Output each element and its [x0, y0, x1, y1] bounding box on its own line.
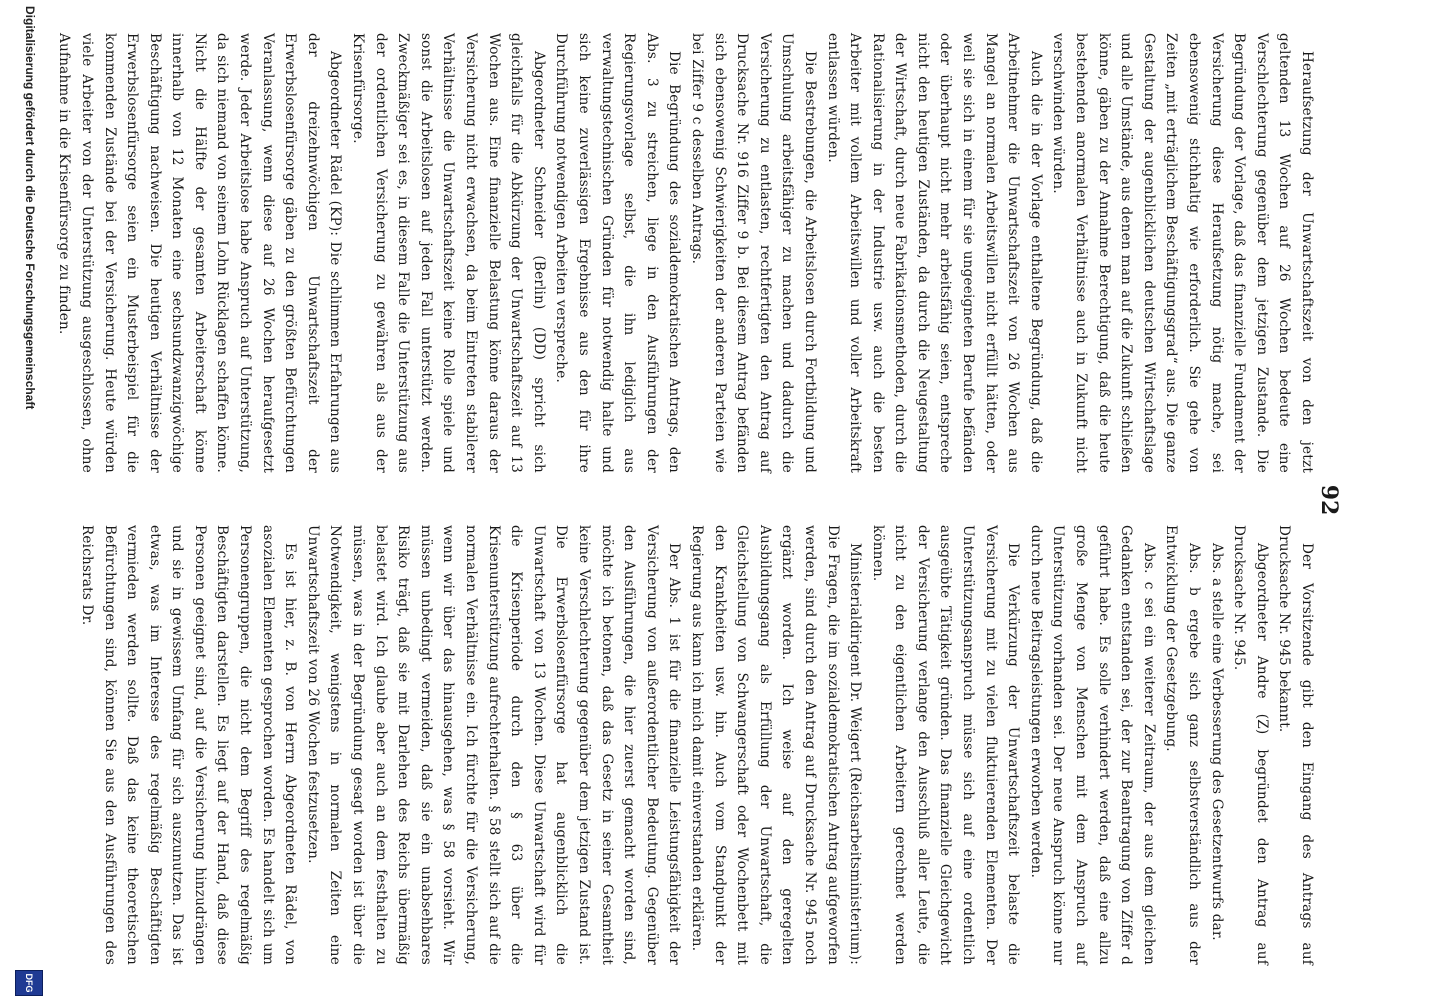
paragraph: Abs. a stelle eine Verbesserung des Gesetzentwurfs dar.	[1208, 543, 1225, 941]
paragraph: Der Abs. 1 ist für die finanzielle Leistungsfähigkeit der Versicherung von außerordentlicher Bedeutung. Gegenüber den Ausführungen, die hier zuerst gemacht worden sind, möchte ich betonen, daß das Gesetz in seiner Gesamtheit keine Verschlechterung gegenüber dem jetzigen Zustand ist. Die Erwerbslosenfürsorge hat augenblicklich die Unwartschaft von 13 Wochen. Diese Unwartschaft wird für die Krisenperiode durch den § 63 über die Krisenunterstützung aufrechterhalten. § 58 stellt sich auf die normalen Verhältnisse ein. Ich fürchte für die Versicherung, wenn wir über das hinausgehen, was § 58 vorsieht. Wir müssen unbedingt vermeiden, daß sie ein unabsehbares Risiko trägt, daß sie mit Darlehen des Reichs übermäßig belastet wird. Ich glaube aber auch an dem festhalten zu müssen, was in der Begründung gesagt worden ist über die Notwendigkeit, wenigstens in normalen Zeiten eine Unwartschaftszeit von 26 Wochen festzusetzen.	[304, 525, 683, 965]
paragraph: Abs. b ergebe sich ganz selbstverständlich aus der Entwicklung der Gesetzgebung.	[1163, 525, 1203, 965]
left-column	[53, 33, 1318, 473]
paragraph: Abgeordneter Rädel (KP): Die schlimmen Erfahrungen aus der dreizehnwöchigen Unwartschaftszeit der Erwerbslosenfürsorge gäben zu den größten Befürchtungen Veranlassung, wenn diese auf 26 Wochen heraufgesetzt werde. Jeder Arbeitslose habe Anspruch auf Unterstützung, da sich niemand von seinem Lohn Rücklagen schaffen könne. Nicht die Hälfte der gesamten Arbeiterschaft könne innerhalb von 12 Monaten eine sechsundzwanzigwöchige Beschäftigung nachweisen. Die heutigen Verhältnisse der Erwerbslosenfürsorge seien ein Musterbeispiel für die kommenden Zustände bei der Versicherung. Heute würden viele Arbeiter von der Unterstützung ausgeschlossen, ohne Aufnahme in die Krisenfürsorge zu finden.	[56, 33, 344, 473]
paragraph: Ministerialdirigent Dr. Weigert (Reichsarbeitsministerium): Die Fragen, die im sozialdemokratischen Antrag aufgeworfen werden, sind durch den Antrag auf Drucksache Nr. 945 noch ergänzt worden. Ich weise auf den geregelten Ausbildungsgang als Erfüllung der Unwartschaft, die Gleichstellung von Schwangerschaft oder Wochenbett mit den Krankheiten usw. hin. Auch vom Standpunkt der Regierung aus kann ich mich damit einverstanden erklären.	[688, 525, 864, 965]
paragraph: Auch die in der Vorlage enthaltene Begründung, daß die Arbeitnehmer die Unwartschaftszeit von 26 Wochen aus Mangel an normalen Arbeitswillen nicht erfüllt hätten, oder weil sie sich in einem für sie ungeeigneten Berufe befänden oder überhaupt nicht mehr arbeitsfähig seien, entspreche nicht den heutigen Zuständen, da durch die Neugestaltung der Wirtschaft, durch neue Fabrikationsmethoden, durch die Rationalisierung in der Industrie usw. auch die besten Arbeiter mit vollem Arbeitswillen und voller Arbeitskraft entlassen würden.	[824, 33, 1044, 473]
paragraph: Abs. c sei ein weiterer Zeitraum, der aus dem gleichen Gedanken entstanden sei, der zur Beantragung von Ziffer d geführt habe. Es solle verhindert werden, daß eine allzu große Menge von Menschen mit dem Anspruch auf Unterstützung vorhanden sei. Der neue Anspruch könne nur durch neue Beitragsleistungen erworben werden.	[1027, 525, 1157, 965]
paragraph: Die Begründung des sozialdemokratischen Antrags, den Abs. 3 zu streichen, liege in den Ausführungen der Regierungsvorlage selbst, die ihn lediglich aus verwaltungstechnischen Gründen für notwendig halte und sich keine zuverlässigen Ergebnisse aus den für ihre Durchführung notwendigen Arbeiten verspreche.	[553, 33, 683, 473]
digitization-footer	[9, 0, 49, 1000]
paragraph: Abgeordneter Andre (Z) begründet den Antrag auf Drucksache Nr. 945.	[1231, 525, 1270, 965]
right-column	[75, 525, 1318, 965]
paragraph: Es ist hier, z. B. von Herrn Abgeordneten Rädel, von asozialen Elementen gesprochen worden. Es handelt sich um Personengruppen, die nicht dem Begriff des regelmäßig Beschäftigten darstellen. Es liegt auf der Hand, daß diese Personen geeignet sind, auf die Versicherung hinzudrängen und sie in gewissem Umfang für sich auszunutzen. Das ist etwas, was im Interesse des regelmäßig Beschäftigten vermieden werden sollte. Daß das keine theoretischen Befürchtungen sind, können Sie aus den Ausführungen des Reichsrats Dr.	[78, 525, 299, 965]
paragraph: Abgeordneter Schneider (Berlin) (DD) spricht sich gleichfalls für die Abkürzung der Unwartschaftszeit auf 13 Wochen aus. Eine finanzielle Belastung könne daraus der Versicherung nicht erwachsen, da beim Eintreten stabilerer Verhältnisse die Unwartschaftszeit keine Rolle spiele und sonst die Arbeitslosen auf jeden Fall unterstützt werden. Zweckmäßiger sei es, in diesem Falle die Unterstützung aus der ordentlichen Versicherung zu gewähren als aus der Krisenfürsorge.	[350, 33, 547, 473]
paragraph: Die Bestrebungen, die Arbeitslosen durch Fortbildung und Umschulung arbeitsfähiger zu machen und dadurch die Versicherung zu entlasten, rechtfertigten den Antrag auf Drucksache Nr. 916 Ziffer 9 b. Bei diesem Antrag befänden sich ebensowenig Schwierigkeiten der anderen Parteien wie bei Ziffer 9 c desselben Antrags.	[688, 33, 818, 473]
paragraph: Die Verkürzung der Unwartschaftszeit belaste die Versicherung mit zu vielen fluktuierenden Elementen. Der Unterstützungsanspruch müsse sich auf eine ordentlich ausgeübte Tätigkeit gründen. Das finanzielle Gleichgewicht der Versicherung verlange den Ausschluß aller Leute, die nicht zu den eigentlichen Arbeitern gerechnet werden können.	[869, 525, 1022, 965]
paragraph: Heraufsetzung der Unwartschaftszeit von den jetzt geltenden 13 Wochen auf 26 Wochen bedeute eine Verschlechterung gegenüber dem jetzigen Zustande. Die Begründung der Vorlage, daß das finanzielle Fundament der Versicherung diese Heraufsetzung nötig mache, sei ebensowenig stichhaltig wie erforderlich. Sie gehe von Zeiten „mit erträglichem Beschäftigungsgrad“ aus. Die ganze Gestaltung der augenblicklichen deutschen Wirtschaftslage und alle Umstände, aus denen man auf die Zukunft schließen könne, gäben zu der Annahme Berechtigung, daß die heute bestehenden anormalen Verhältnisse auch in Zukunft nicht verschwinden würden.	[1050, 33, 1315, 473]
paragraph: Der Vorsitzende gibt den Eingang des Antrags auf Drucksache Nr. 945 bekannt.	[1276, 525, 1315, 965]
dfg-logo: DFG	[15, 970, 43, 996]
funding-note: Digitalisierung gefördert durch die Deutsche Forschungsgemeinschaft	[23, 6, 37, 410]
page-number: 92	[1316, 484, 1342, 516]
